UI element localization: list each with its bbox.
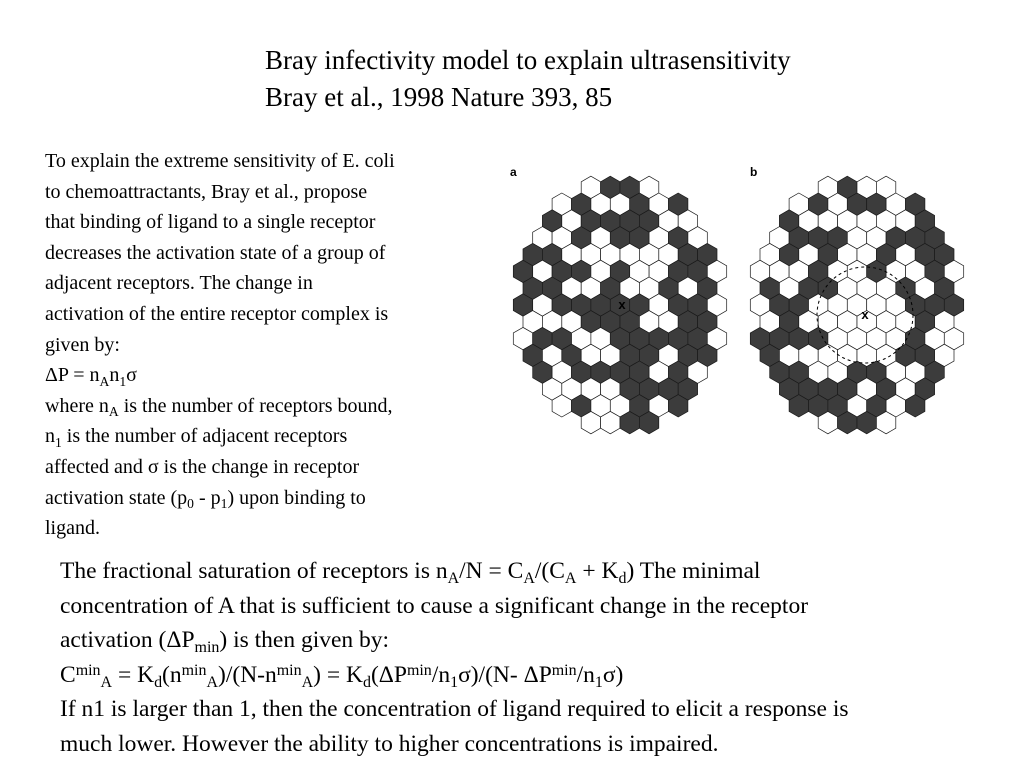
discussion-line: concentration of A that is sufficient to cause a significant change in the receptor — [60, 592, 809, 619]
title-line-1: Bray infectivity model to explain ultrasensitivity — [265, 45, 791, 75]
receptor-lattice-svg — [505, 160, 975, 450]
delta-p-equation: $\Delta P = n_An_1\sigma$ — [45, 364, 137, 389]
model-explanation — [45, 146, 505, 544]
explanation-line: decreases the activation state of a group of — [45, 241, 386, 264]
definition-line: activation state $(p_0 - p_1)$ upon binding to — [45, 486, 366, 511]
definition-line: affected and σ is the change in receptor — [45, 455, 360, 478]
explanation-line: To explain the extreme sensitivity of E. coli — [45, 150, 395, 172]
explanation-line: to chemoattractants, Bray et al., propose — [45, 180, 368, 203]
lattice-panel-b — [750, 176, 963, 434]
panel-b-label: b — [750, 165, 758, 179]
explanation-line: that binding of ligand to a single receptor — [45, 211, 376, 234]
definition-line: $n_1$ is the number of adjacent receptors — [45, 425, 348, 450]
discussion-line: If n1 is larger than 1, then the concentration of ligand required to elicit a response is — [60, 696, 849, 723]
saturation-discussion — [60, 554, 1020, 762]
discussion-line: activation $(\Delta P_{min})$ is then given by: — [60, 627, 390, 657]
explanation-line: given by: — [45, 333, 120, 356]
explanation-line: adjacent receptors. The change in — [45, 272, 313, 295]
discussion-line: The fractional saturation of receptors is $n_A/N = C_A/(C_A + K_d)$ The minimal — [60, 558, 761, 588]
slide-title — [265, 42, 1005, 116]
definition-line: ligand. — [45, 517, 100, 540]
receptor-lattice-figure — [505, 160, 975, 450]
ligand-bound-marker: x — [861, 307, 869, 322]
definition-line: where $n_A$ is the number of receptors bound, — [45, 394, 393, 420]
ligand-bound-marker: x — [618, 297, 626, 312]
panel-a-label: a — [510, 165, 517, 179]
discussion-line: much lower. However the ability to higher concentrations is impaired. — [60, 730, 719, 757]
title-citation: Bray et al., 1998 Nature 393, 85 — [265, 82, 613, 112]
cmin-equation: $C^{min}_A = K_d(n^{min}_A)/(N-n^{min}_A) = K_d(\Delta P^{min}/n_1\sigma)/(N-$ $\Delta P^{min}/n_1\sigma$) — [60, 661, 624, 691]
explanation-line: activation of the entire receptor complex is — [45, 302, 389, 325]
lattice-panel-a — [513, 176, 726, 434]
